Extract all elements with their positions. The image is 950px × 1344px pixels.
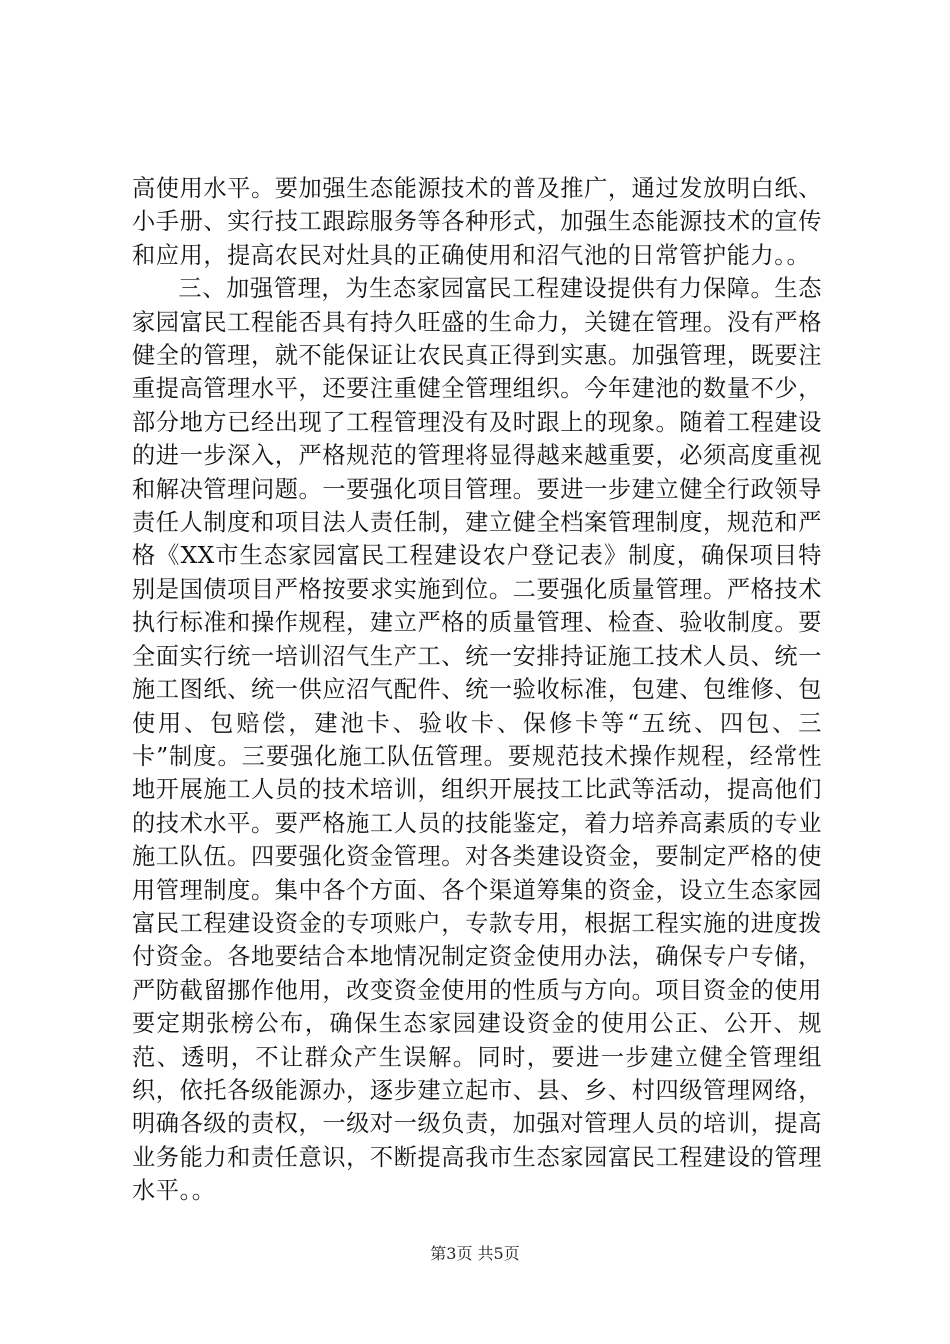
- document-body: [132, 172, 822, 1208]
- paragraph-intro: 高使用水平。要加强生态能源技术的普及推广，通过发放明白纸、小手册、实行技工跟踪服务等各种形式，加强生态能源技术的宣传和应用，提高农民对灶具的正确使用和沼气池的日常管护能力。。: [132, 175, 822, 269]
- page-number-footer: 第3页 共5页: [430, 1244, 520, 1263]
- paragraph-section-three: 三、加强管理，为生态家园富民工程建设提供有力保障。生态家园富民工程能否具有持久旺盛的生命力，关键在管理。没有严格健全的管理，就不能保证让农民真正得到实惠。加强管理，既要注重提高管理水平，还要注重健全管理组织。今年建池的数量不少，部分地方已经出现了工程管理没有及时跟上的现象。随着工程建设的进一步深入，严格规范的管理将显得越来越重要，必须高度重视和解决管理问题。一要强化项目管理。要进一步建立健全行政领导责任人制度和项目法人责任制，建立健全档案管理制度，规范和严格《XX市生态家园富民工程建设农户登记表》制度，确保项目特别是国债项目严格按要求实施到位。二要强化质量管理。严格技术执行标准和操作规程，建立严格的质量管理、检查、验收制度。要全面实行统一培训沼气生产工、统一安排持证施工技术人员、统一施工图纸、统一供应沼气配件、统一验收标准，包建、包维修、包使用、包赔偿，建池卡、验收卡、保修卡等“五统、四包、三卡”制度。三要强化施工队伍管理。要规范技术操作规程，经常性地开展施工人员的技术培训，组织开展技工比武等活动，提高他们的技术水平。要严格施工人员的技能鉴定，着力培养高素质的专业施工队伍。四要强化资金管理。对各类建设资金，要制定严格的使用管理制度。集中各个方面、各个渠道筹集的资金，设立生态家园富民工程建设资金的专项账户，专款专用，根据工程实施的进度拨付资金。各地要结合本地情况制定资金使用办法，确保专户专储，严防截留挪作他用，改变资金使用的性质与方向。项目资金的使用要定期张榜公布，确保生态家园建设资金的使用公正、公开、规范、透明，不让群众产生误解。同时，要进一步建立健全管理组织，依托各级能源办，逐步建立起市、县、乡、村四级管理网络，明确各级的责权，一级对一级负责，加强对管理人员的培训，提高业务能力和责任意识，不断提高我市生态家园富民工程建设的管理水平。。: [132, 275, 822, 1205]
